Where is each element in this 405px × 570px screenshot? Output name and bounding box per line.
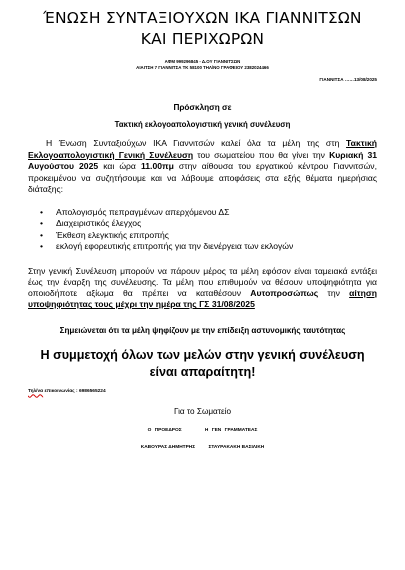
signature-roles xyxy=(28,428,377,433)
title-line-2: ΚΑΙ ΠΕΡΙΧΩΡΩΝ xyxy=(140,30,265,48)
president-name: ΚΑΒΟΥΡΑΣ ΔΗΜΗΤΡΗΣ xyxy=(140,445,196,451)
meeting-subject: Τακτική εκλογοαπολογιστική γενική συνέλευση xyxy=(114,120,291,129)
invitation-heading: Πρόσκληση σε xyxy=(173,103,232,112)
contact-phone: επικοινωνίας : 6986565224 xyxy=(43,389,106,395)
organization-title xyxy=(28,0,377,50)
participation-text-a: Στην γενική Συνέλευση μπορούν να πάρουν μέρος τα μέλη εφόσον είναι ταμειακά εντάξει έως την έναρξη της συνέλευσης. Τα μέλη που επιθυμούν να θέσουν υποψηφιότητα για οποιοδήποτε αξίωμα θα πρέπει να καταθέσουν xyxy=(28,265,377,298)
participation-emphasis: Η συμμετοχή όλων των μελών στην γενική συνέλευση είναι απαραίτητη! xyxy=(40,348,365,380)
for-board-label: Για το Σωματείο xyxy=(173,407,232,417)
meeting-date: Κυριακή 31 Αυγούστου 2025 xyxy=(28,149,378,172)
secretary-role: Η ΓΕΝ ΓΡΑΜΜΑΤΕΑΣ xyxy=(204,428,258,434)
contact-line xyxy=(28,389,377,394)
id-requirement-note: Σημειώνεται ότι τα μέλη ψηφίζουν με την επίδειξη αστυνομικής ταυτότητας xyxy=(59,326,346,336)
meeting-time: 11.00πμ xyxy=(140,161,174,172)
president-role: Ο ΠΡΟΕΔΡΟΣ xyxy=(147,428,182,434)
contact-label: Τηλ/να xyxy=(28,389,44,395)
intro-text-a: Η Ένωση Συνταξιούχων ΙΚΑ Γιαννιτσών καλεί όλα τα μέλη της στη xyxy=(46,138,340,148)
tax-id: ΑΦΜ 999296845 - Δ.ΟΥ ΓΙΑΝΝΙΤΣΩΝ xyxy=(164,59,241,64)
agenda-list xyxy=(28,207,377,253)
intro-text-e: και ώρα xyxy=(103,161,136,172)
agenda-item: • Έκθεση ελεγκτικής επιτροπής xyxy=(40,230,377,241)
agenda-item: • εκλογή εφορευτικής επιτροπής για την διενέργεια των εκλογών xyxy=(40,241,377,252)
title-line-1: ΈΝΩΣΗ ΣΥΝΤΑΞΙΟΥΧΩΝ ΙΚΑ ΓΙΑΝΝΙΤΣΩΝ xyxy=(43,9,362,27)
signature-names xyxy=(28,445,377,450)
secretary-name: ΣΤΑΥΡΑΚΑΚΗ ΒΑΣΙΛΙΚΗ xyxy=(208,445,265,451)
document-date: ΓΙΑΝΝΙΤΣΑ ……13/08/2025 xyxy=(319,77,377,82)
intro-text-c: του σωματείου που θα γίνει την xyxy=(197,149,325,160)
header-details xyxy=(28,59,377,71)
application-deadline: αίτηση υποψηφιότητας τους μέχρι την ημέρα της ΓΣ 31/08/2025 xyxy=(28,288,378,310)
agenda-item: • Απολογισμός πεπραγμένων απερχόμενου ΔΣ xyxy=(40,207,377,218)
agenda-item: • Διαχειριστικός έλεγχος xyxy=(40,218,377,229)
office-address: ΑΙΑΙΤΣΗ 7 ΓΙΑΝΝΙΤΣΑ ΤΚ 58100 ΤΗΛ/ΝΟ ΓΡΑΦΕΙΟΥ 2382024466 xyxy=(136,65,269,70)
participation-paragraph xyxy=(28,266,377,311)
in-person-text: Αυτοπροσώπως xyxy=(250,288,319,298)
participation-text-c: την xyxy=(327,288,340,298)
intro-paragraph xyxy=(28,138,377,196)
intro-meeting-name: Τακτική Εκλογοαπολογιστική Γενική Συνέλευση xyxy=(28,138,377,160)
intro-text-g: στην αίθουσα του εργατικού κέντρου Γιαννιτσών, προκειμένου να συζητήσουμε και να λάβουμε αποφάσεις στα εξής θέματα ημερήσιας διάταξης: xyxy=(28,161,377,195)
